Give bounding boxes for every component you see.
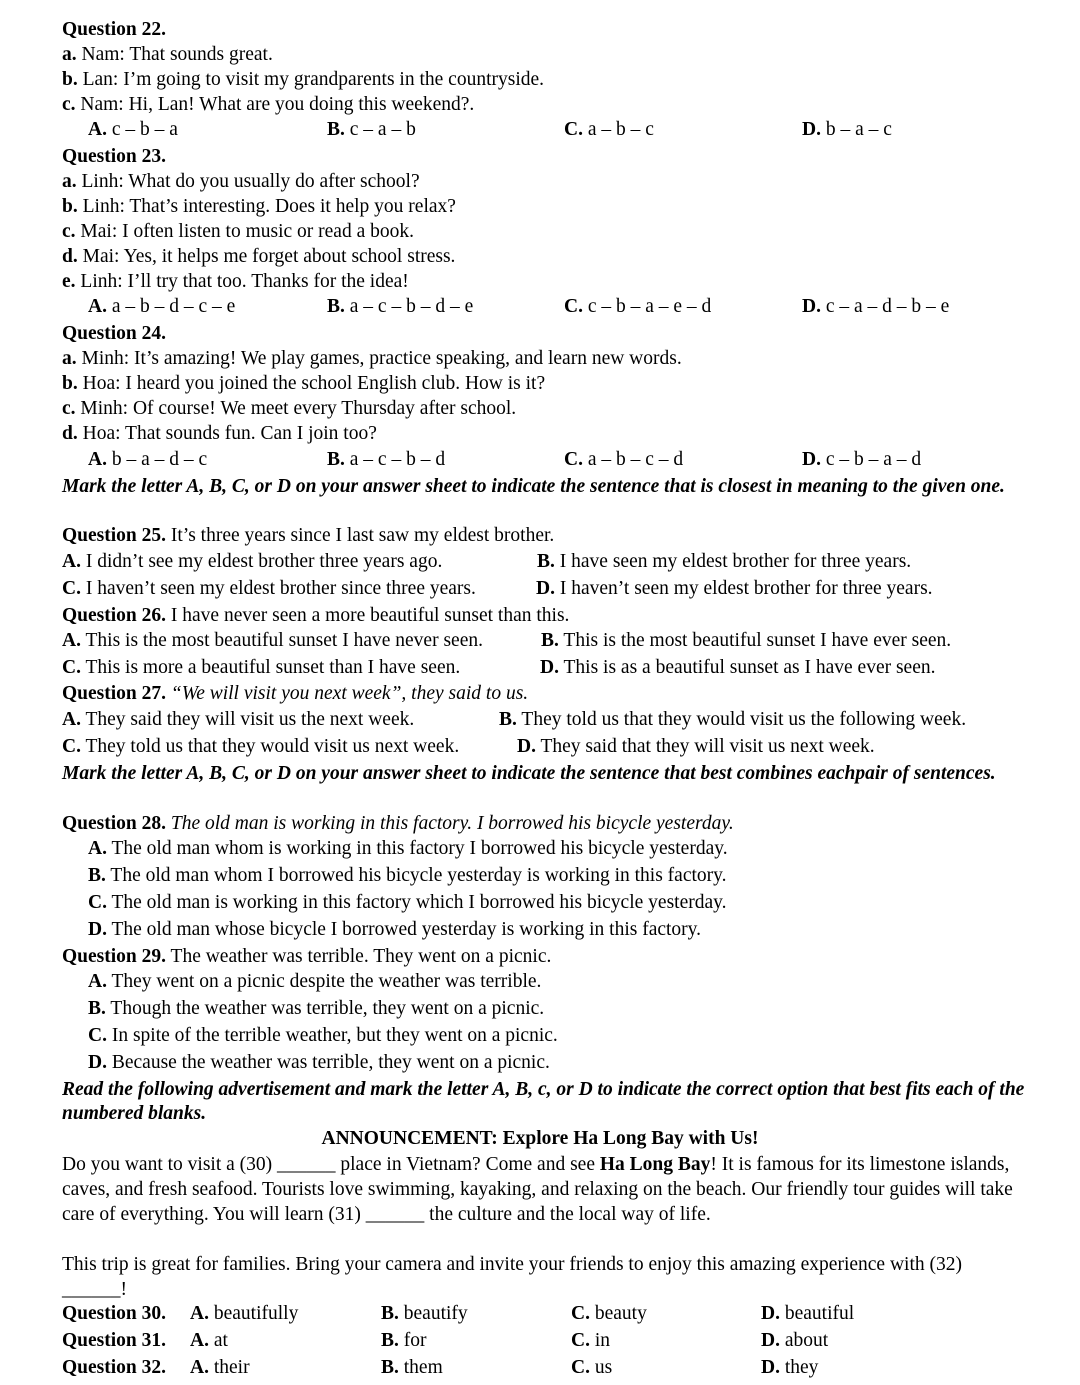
q28-stem: Question 28. The old man is working in this factory. I borrowed his bicycle yesterday. <box>62 813 734 834</box>
announcement-title: ANNOUNCEMENT: Explore Ha Long Bay with Us! <box>321 1128 759 1149</box>
q25-option-d[interactable]: D. I haven’t seen my eldest brother for three years. <box>536 578 933 599</box>
q30-option-d[interactable]: D. beautiful <box>761 1303 855 1324</box>
q26-option-d[interactable]: D. This is as a beautiful sunset as I have ever seen. <box>540 657 936 678</box>
q32-option-c[interactable]: C. us <box>571 1357 613 1378</box>
q28-option-b[interactable]: B. The old man whom I borrowed his bicycle yesterday is working in this factory. <box>88 865 727 886</box>
q27-option-c[interactable]: C. They told us that they would visit us next week. <box>62 736 460 757</box>
q24-line-b: b. Hoa: I heard you joined the school English club. How is it? <box>62 373 546 394</box>
q32-option-b[interactable]: B. them <box>381 1357 443 1378</box>
q22-line-a: a. Nam: That sounds great. <box>62 44 273 65</box>
instruction-closest-meaning: Mark the letter A, B, C, or D on your answer sheet to indicate the sentence that is closest in meaning to the given one. <box>62 476 1005 497</box>
q22-option-d[interactable]: D. b – a – c <box>802 119 892 140</box>
q22-line-b: b. Lan: I’m going to visit my grandparents in the countryside. <box>62 69 545 90</box>
q24-line-a: a. Minh: It’s amazing! We play games, practice speaking, and learn new words. <box>62 348 682 369</box>
q24-option-a[interactable]: A. b – a – d – c <box>88 449 208 470</box>
instruction-combine-sentences: Mark the letter A, B, C, or D on your answer sheet to indicate the sentence that best combines eachpair of sentences. <box>62 763 996 784</box>
q25-option-b[interactable]: B. I have seen my eldest brother for three years. <box>537 551 912 572</box>
q30-title: Question 30. <box>62 1303 167 1324</box>
q27-option-d[interactable]: D. They said that they will visit us next week. <box>517 736 875 757</box>
q26-option-b[interactable]: B. This is the most beautiful sunset I have ever seen. <box>541 630 952 651</box>
q29-option-d[interactable]: D. Because the weather was terrible, they went on a picnic. <box>88 1052 550 1073</box>
instruction-advertisement: Read the following advertisement and mark the letter A, B, c, or D to indicate the correct option that best fits each of the numbered blanks. <box>62 1079 1025 1124</box>
q24-line-c: c. Minh: Of course! We meet every Thursday after school. <box>62 398 517 419</box>
q23-line-e: e. Linh: I’ll try that too. Thanks for the idea! <box>62 271 409 292</box>
q25-option-c[interactable]: C. I haven’t seen my eldest brother since three years. <box>62 578 476 599</box>
q29-option-a[interactable]: A. They went on a picnic despite the weather was terrible. <box>88 971 542 992</box>
q26-option-a[interactable]: A. This is the most beautiful sunset I have never seen. <box>62 630 483 651</box>
q29-option-b[interactable]: B. Though the weather was terrible, they went on a picnic. <box>88 998 545 1019</box>
q23-option-b[interactable]: B. a – c – b – d – e <box>327 296 474 317</box>
q30-option-c[interactable]: C. beauty <box>571 1303 647 1324</box>
q24-option-b[interactable]: B. a – c – b – d <box>327 449 446 470</box>
q31-option-b[interactable]: B. for <box>381 1330 427 1351</box>
q24-title: Question 24. <box>62 323 167 344</box>
q31-title: Question 31. <box>62 1330 167 1351</box>
announcement-paragraph-2: This trip is great for families. Bring your camera and invite your friends to enjoy this amazing experience with (32) ______! <box>62 1254 962 1300</box>
q26-stem: Question 26. I have never seen a more beautiful sunset than this. <box>62 605 570 626</box>
q32-option-a[interactable]: A. their <box>190 1357 250 1378</box>
q29-option-c[interactable]: C. In spite of the terrible weather, but they went on a picnic. <box>88 1025 558 1046</box>
q29-stem: Question 29. The weather was terrible. They went on a picnic. <box>62 946 552 967</box>
q22-option-b[interactable]: B. c – a – b <box>327 119 416 140</box>
q25-option-a[interactable]: A. I didn’t see my eldest brother three years ago. <box>62 551 443 572</box>
q22-line-c: c. Nam: Hi, Lan! What are you doing this weekend?. <box>62 94 475 115</box>
q23-line-b: b. Linh: That’s interesting. Does it help you relax? <box>62 196 456 217</box>
q30-option-b[interactable]: B. beautify <box>381 1303 468 1324</box>
q27-stem: Question 27. “We will visit you next week”, they said to us. <box>62 683 529 704</box>
q24-line-d: d. Hoa: That sounds fun. Can I join too? <box>62 423 377 444</box>
q22-option-a[interactable]: A. c – b – a <box>88 119 178 140</box>
q32-option-d[interactable]: D. they <box>761 1357 819 1378</box>
q23-line-d: d. Mai: Yes, it helps me forget about school stress. <box>62 246 456 267</box>
q27-option-b[interactable]: B. They told us that they would visit us the following week. <box>499 709 967 730</box>
q25-stem: Question 25. It’s three years since I last saw my eldest brother. <box>62 525 555 546</box>
q22-option-c[interactable]: C. a – b – c <box>564 119 654 140</box>
q23-line-a: a. Linh: What do you usually do after school? <box>62 171 420 192</box>
announcement-paragraph-1: Do you want to visit a (30) ______ place in Vietnam? Come and see Ha Long Bay! It is famous for its limestone islands, caves, and fresh seafood. Tourists love swimming, kayaking, and relaxing on the beach. Our friendly tour guides will take care of everything. You will learn (31) ______ the culture and the local way of life. <box>62 1154 1013 1225</box>
q23-option-a[interactable]: A. a – b – d – c – e <box>88 296 236 317</box>
q28-option-c[interactable]: C. The old man is working in this factory which I borrowed his bicycle yesterday. <box>88 892 727 913</box>
q31-option-d[interactable]: D. about <box>761 1330 829 1351</box>
q23-title: Question 23. <box>62 146 167 167</box>
q30-option-a[interactable]: A. beautifully <box>190 1303 299 1324</box>
q24-option-c[interactable]: C. a – b – c – d <box>564 449 684 470</box>
q24-option-d[interactable]: D. c – b – a – d <box>802 449 922 470</box>
q22-title: Question 22. <box>62 19 167 40</box>
q32-title: Question 32. <box>62 1357 167 1378</box>
q28-option-a[interactable]: A. The old man whom is working in this factory I borrowed his bicycle yesterday. <box>88 838 728 859</box>
q31-option-a[interactable]: A. at <box>190 1330 228 1351</box>
q28-option-d[interactable]: D. The old man whose bicycle I borrowed yesterday is working in this factory. <box>88 919 702 940</box>
q27-option-a[interactable]: A. They said they will visit us the next week. <box>62 709 415 730</box>
q31-option-c[interactable]: C. in <box>571 1330 611 1351</box>
q23-option-d[interactable]: D. c – a – d – b – e <box>802 296 950 317</box>
q23-option-c[interactable]: C. c – b – a – e – d <box>564 296 712 317</box>
q23-line-c: c. Mai: I often listen to music or read a book. <box>62 221 414 242</box>
q26-option-c[interactable]: C. This is more a beautiful sunset than I have seen. <box>62 657 461 678</box>
